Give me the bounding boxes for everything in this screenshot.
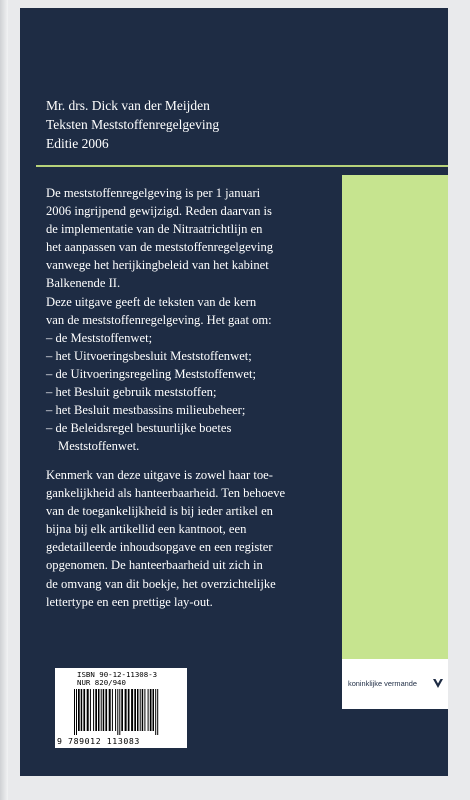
barcode-bar xyxy=(98,689,100,731)
barcode-bar xyxy=(142,689,144,731)
text-line: de omvang van dit boekje, het overzichtelijke xyxy=(46,576,276,591)
text-line: lettertype en een prettige lay-out. xyxy=(46,594,213,609)
edition-label: Editie 2006 xyxy=(46,136,109,151)
text-line: opgenomen. De hanteerbaarheid uit zich in xyxy=(46,558,263,573)
text-line: gedetailleerde inhoudsopgave en een register xyxy=(46,540,273,555)
list-item-continuation: Meststoffenwet. xyxy=(58,439,140,454)
text-line: Deze uitgave geeft de teksten van de kern xyxy=(46,294,257,309)
text-line: vanwege het herijkingbeleid van het kabinet xyxy=(46,258,269,273)
barcode-bar xyxy=(155,689,156,735)
barcode-bar xyxy=(90,689,91,731)
description-text xyxy=(46,184,273,455)
barcode-bar xyxy=(121,689,123,731)
barcode-bar xyxy=(112,689,113,731)
list-item: – de Uitvoeringsregeling Meststoffenwet; xyxy=(46,366,256,381)
barcode-bar xyxy=(137,689,139,731)
book-title: Teksten Meststoffenregelgeving xyxy=(46,117,220,132)
barcode-bar xyxy=(81,689,83,731)
text-line: gankelijkheid als hanteerbaarheid. Ten behoeve xyxy=(46,486,286,501)
barcode-digits: 9 789012 113083 xyxy=(57,736,140,746)
list-item: – de Beleidsregel bestuurlijke boetes xyxy=(46,421,232,436)
isbn-text: ISBN 90-12-11308-3 xyxy=(77,670,158,679)
text-line: van de meststoffenregelgeving. Het gaat om: xyxy=(46,312,272,327)
barcode-bar xyxy=(83,689,85,731)
barcode-bar xyxy=(105,689,107,731)
text-line: Balkenende II. xyxy=(46,276,121,291)
barcode-bar xyxy=(103,689,105,731)
barcode-bar xyxy=(144,689,145,731)
divider-rule xyxy=(36,165,448,167)
list-item: – het Besluit gebruik meststoffen; xyxy=(46,385,217,400)
text-line: De meststoffenregelgeving is per 1 januari xyxy=(46,186,261,200)
barcode-bar xyxy=(87,689,89,731)
green-accent-panel xyxy=(342,175,448,659)
barcode-bars xyxy=(73,689,169,735)
text-line: 2006 ingrijpend gewijzigd. Reden daarvan is xyxy=(46,204,272,219)
features-text xyxy=(46,466,285,611)
cover-header xyxy=(46,96,219,153)
barcode-bar xyxy=(157,689,158,735)
text-line: de implementatie van de Nitraatrichtlijn en xyxy=(46,222,263,237)
list-item: – de Meststoffenwet; xyxy=(46,330,153,345)
vermande-logo-icon xyxy=(432,677,444,689)
publisher-label xyxy=(342,659,448,709)
barcode-bar xyxy=(74,689,75,735)
author-name: Mr. drs. Dick van der Meijden xyxy=(46,98,210,113)
barcode-bar xyxy=(117,689,118,735)
barcode-bar xyxy=(153,689,155,731)
barcode-bar xyxy=(134,689,136,731)
text-line: Kenmerk van deze uitgave is zowel haar toe- xyxy=(46,468,273,482)
barcode-bar xyxy=(76,689,77,735)
barcode-bar xyxy=(148,689,149,731)
barcode-bar xyxy=(150,689,152,731)
text-line: bijna bij elk artikellid een kantnoot, een xyxy=(46,522,247,537)
barcode-bar xyxy=(119,689,120,735)
barcode-bar xyxy=(109,689,111,731)
barcode-bar xyxy=(131,689,133,731)
publisher-name: koninklijke vermande xyxy=(348,679,418,688)
nur-text: NUR 820/940 xyxy=(77,678,126,687)
page-edge xyxy=(0,0,8,800)
barcode-bar xyxy=(78,689,80,731)
barcode-bar xyxy=(115,689,116,731)
barcode-label xyxy=(55,668,187,748)
text-line: van de toegankelijkheid is bij ieder artikel en xyxy=(46,504,273,519)
barcode-bar xyxy=(101,689,102,731)
barcode-bar xyxy=(93,689,94,731)
list-item: – het Uitvoeringsbesluit Meststoffenwet; xyxy=(46,348,252,363)
barcode-bar xyxy=(125,689,127,731)
list-item: – het Besluit mestbassins milieubeheer; xyxy=(46,403,246,418)
barcode-bar xyxy=(140,689,141,731)
barcode-bar xyxy=(128,689,130,731)
text-line: het aanpassen van de meststoffenregelgeving xyxy=(46,240,274,255)
barcode-bar xyxy=(95,689,97,731)
